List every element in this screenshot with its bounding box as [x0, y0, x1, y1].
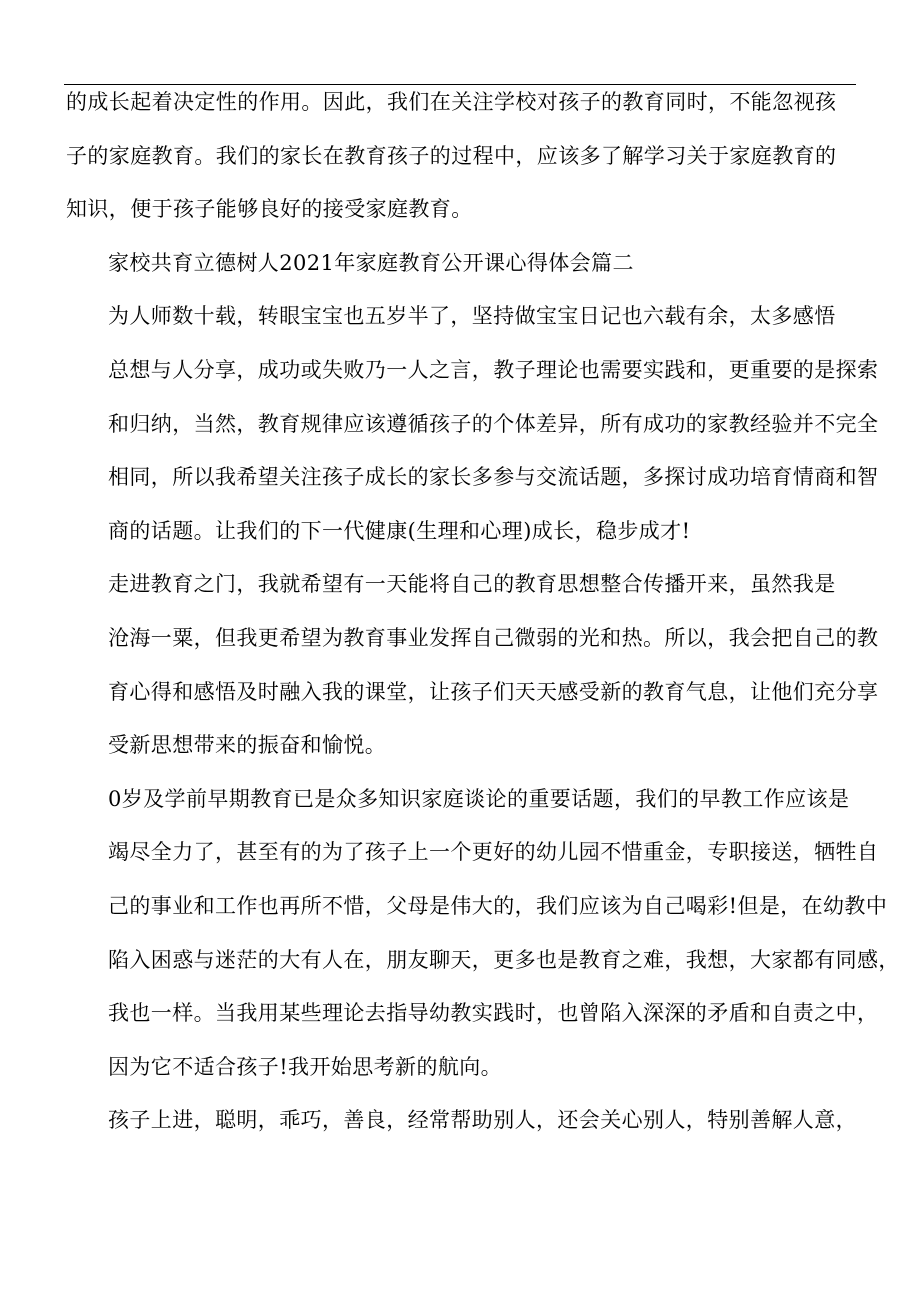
text-line: 竭尽全力了，甚至有的为了孩子上一个更好的幼儿园不惜重金，专职接送，牺牲自 — [108, 840, 879, 865]
section-heading — [66, 237, 858, 291]
text-line: 受新思想带来的振奋和愉悦。 — [108, 733, 387, 758]
text-line: 陷入困惑与迷茫的大有人在，朋友聊天，更多也是教育之难，我想，大家都有同感， — [108, 947, 900, 972]
paragraph-6 — [66, 1094, 858, 1148]
text-line: 知识，便于孩子能够良好的接受家庭教育。 — [66, 197, 473, 222]
paragraph-1 — [66, 76, 858, 237]
section-title: 家校共育立德树人2021年家庭教育公开课心得体会篇二 — [108, 250, 634, 275]
text-line: 商的话题。让我们的下一代健康(生理和心理)成长，稳步成才! — [108, 518, 691, 543]
text-line: 子的家庭教育。我们的家长在教育孩子的过程中，应该多了解学习关于家庭教育的 — [66, 143, 837, 168]
text-line: 相同，所以我希望关注孩子成长的家长多参与交流话题，多探讨成功培育情商和智 — [108, 465, 879, 490]
text-line: 我也一样。当我用某些理论去指导幼教实践时，也曾陷入深深的矛盾和自责之中， — [108, 1001, 879, 1026]
text-line: 总想与人分享，成功或失败乃一人之言，教子理论也需要实践和，更重要的是探索 — [108, 357, 879, 382]
paragraph-3 — [66, 290, 879, 558]
text-line: 0岁及学前早期教育已是众多知识家庭谈论的重要话题，我们的早教工作应该是 — [108, 786, 850, 811]
text-line: 的成长起着决定性的作用。因此，我们在关注学校对孩子的教育同时，不能忽视孩 — [66, 90, 837, 114]
text-line: 孩子上进，聪明，乖巧，善良，经常帮助别人，还会关心别人，特别善解人意， — [108, 1108, 857, 1133]
text-line: 己的事业和工作也再所不惜，父母是伟大的，我们应该为自己喝彩!但是，在幼教中 — [108, 893, 888, 918]
text-line: 因为它不适合孩子!我开始思考新的航向。 — [108, 1054, 503, 1079]
paragraph-5 — [66, 773, 900, 1095]
text-line: 走进教育之门，我就希望有一天能将自己的教育思想整合传播开来，虽然我是 — [108, 572, 836, 597]
text-line: 沧海一粟，但我更希望为教育事业发挥自己微弱的光和热。所以，我会把自己的教 — [108, 625, 879, 650]
document-body — [66, 76, 900, 1148]
text-line: 和归纳，当然，教育规律应该遵循孩子的个体差异，所有成功的家教经验并不完全 — [108, 411, 879, 436]
text-line: 为人师数十载，转眼宝宝也五岁半了，坚持做宝宝日记也六载有余，太多感悟 — [108, 304, 836, 329]
paragraph-4 — [66, 558, 879, 772]
text-line: 育心得和感悟及时融入我的课堂，让孩子们天天感受新的教育气息，让他们充分享 — [108, 679, 879, 704]
